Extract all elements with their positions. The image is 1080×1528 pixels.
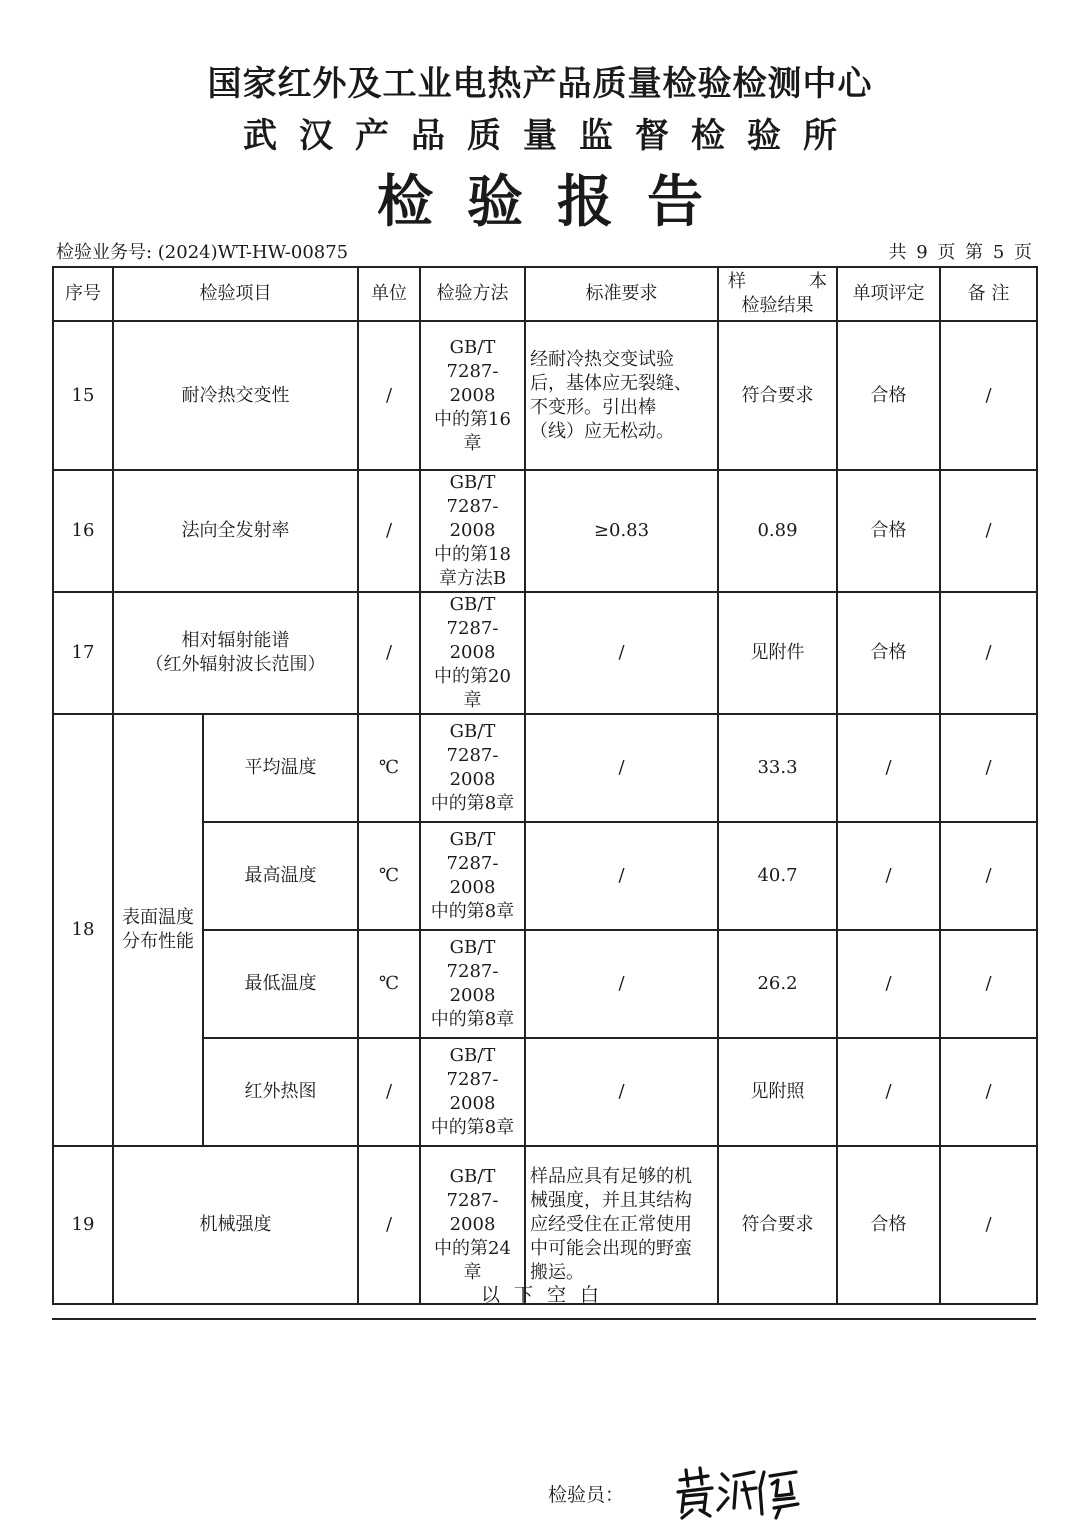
col-result — [718, 267, 837, 321]
row-method — [420, 930, 525, 1038]
inspection-table — [52, 266, 1038, 1305]
method-line: 中的第8章 — [430, 793, 515, 814]
org-title-line1: 国家红外及工业电热产品质量检验检测中心 — [207, 64, 873, 104]
row-result: 符合要求 — [718, 1146, 837, 1304]
method-line: GB/T — [449, 829, 496, 850]
col-result-top-right: 本 — [809, 271, 827, 292]
row-remark: / — [940, 822, 1037, 930]
row-result: 见附件 — [718, 592, 837, 714]
standard-line: （线）应无松动。 — [530, 420, 674, 442]
group-line: 表面温度 — [122, 907, 194, 928]
row-item: 法向全发射率 — [113, 470, 358, 592]
item-line: 相对辐射能谱 — [181, 630, 290, 651]
row-verdict: / — [837, 714, 940, 822]
table-row — [53, 714, 1037, 822]
row-unit: ℃ — [358, 930, 420, 1038]
row-item: 耐冷热交变性 — [113, 321, 358, 470]
row-seq: 16 — [53, 470, 113, 592]
row-unit: / — [358, 1038, 420, 1146]
method-line: GB/T — [449, 472, 496, 493]
row-standard: / — [525, 592, 718, 714]
row-method — [420, 714, 525, 822]
table-row — [53, 470, 1037, 592]
method-line: 章 — [463, 432, 482, 454]
method-line: 7287-2008 — [446, 961, 499, 1006]
col-item: 检验项目 — [113, 267, 358, 321]
col-standard: 标准要求 — [525, 267, 718, 321]
row-remark: / — [940, 1146, 1037, 1304]
col-verdict: 单项评定 — [837, 267, 940, 321]
col-remark: 备 注 — [940, 267, 1037, 321]
table-row — [53, 592, 1037, 714]
row-method — [420, 321, 525, 470]
col-result-top-left: 样 — [728, 271, 746, 292]
table-header-row — [53, 267, 1037, 321]
method-line: 7287-2008 — [446, 1190, 499, 1235]
method-line: 7287-2008 — [446, 360, 499, 406]
standard-line: 经耐冷热交变试验 — [530, 348, 674, 370]
row-verdict: / — [837, 930, 940, 1038]
standard-line: 械强度，并且其结构 — [530, 1190, 692, 1211]
row-group — [113, 714, 203, 1146]
row-result: 26.2 — [718, 930, 837, 1038]
row-unit: ℃ — [358, 714, 420, 822]
row-standard: ≥0.83 — [525, 470, 718, 592]
method-line: GB/T — [449, 937, 496, 958]
row-standard: / — [525, 714, 718, 822]
item-line: （红外辐射波长范围） — [145, 654, 326, 675]
method-line: GB/T — [449, 721, 496, 742]
row-verdict: 合格 — [837, 321, 940, 470]
method-line: 中的第8章 — [430, 1117, 515, 1138]
standard-line: 应经受住在正常使用 — [530, 1214, 692, 1235]
row-remark: / — [940, 930, 1037, 1038]
table-row — [53, 321, 1037, 470]
row-standard: / — [525, 930, 718, 1038]
row-remark: / — [940, 1038, 1037, 1146]
row-subitem: 红外热图 — [203, 1038, 358, 1146]
row-method — [420, 592, 525, 714]
row-item: 机械强度 — [113, 1146, 358, 1304]
row-seq: 15 — [53, 321, 113, 470]
row-remark: / — [940, 592, 1037, 714]
row-subitem: 最高温度 — [203, 822, 358, 930]
method-line: GB/T — [449, 1166, 496, 1187]
row-subitem: 平均温度 — [203, 714, 358, 822]
row-remark: / — [940, 321, 1037, 470]
row-unit: / — [358, 321, 420, 470]
method-line: 中的第24 — [434, 1238, 511, 1259]
row-method — [420, 822, 525, 930]
col-unit: 单位 — [358, 267, 420, 321]
method-line: GB/T — [449, 1045, 496, 1066]
method-line: 7287-2008 — [446, 1069, 499, 1114]
method-line: 中的第18 — [434, 544, 511, 565]
method-line: 7287-2008 — [446, 496, 499, 541]
method-line: 章 — [463, 690, 482, 711]
business-number: 检验业务号: (2024)WT-HW-00875 — [56, 242, 349, 263]
row-result: 40.7 — [718, 822, 837, 930]
method-line: GB/T — [449, 336, 496, 358]
row-remark: / — [940, 714, 1037, 822]
standard-line: 中可能会出现的野蛮 — [530, 1238, 692, 1259]
inspector-signature — [672, 1458, 802, 1520]
row-method — [420, 1038, 525, 1146]
method-line: 中的第20 — [434, 666, 511, 687]
row-seq: 17 — [53, 592, 113, 714]
document-title: 检验报告 — [377, 169, 737, 235]
standard-line: 后，基体应无裂缝、 — [530, 372, 692, 394]
col-result-bottom: 检验结果 — [741, 295, 814, 316]
row-result: 33.3 — [718, 714, 837, 822]
col-method: 检验方法 — [420, 267, 525, 321]
row-verdict: 合格 — [837, 1146, 940, 1304]
method-line: 中的第8章 — [430, 901, 515, 922]
method-line: 中的第16 — [434, 408, 511, 430]
standard-line: 样品应具有足够的机 — [530, 1166, 692, 1187]
row-result: 见附照 — [718, 1038, 837, 1146]
row-unit: / — [358, 470, 420, 592]
row-method — [420, 470, 525, 592]
inspector-label: 检验员： — [548, 1484, 625, 1506]
row-result: 0.89 — [718, 470, 837, 592]
row-verdict: 合格 — [837, 470, 940, 592]
col-seq: 序号 — [53, 267, 113, 321]
row-subitem: 最低温度 — [203, 930, 358, 1038]
row-remark: / — [940, 470, 1037, 592]
method-line: 7287-2008 — [446, 618, 499, 663]
method-line: 7287-2008 — [446, 745, 499, 790]
row-item — [113, 592, 358, 714]
row-verdict: 合格 — [837, 592, 940, 714]
row-standard: / — [525, 822, 718, 930]
method-line: 中的第8章 — [430, 1009, 515, 1030]
page-counter: 共 9 页 第 5 页 — [888, 242, 1034, 263]
standard-line: 不变形。引出棒 — [530, 396, 656, 418]
standard-line: 搬运。 — [530, 1262, 584, 1283]
blank-below-note: 以下空白 — [480, 1284, 613, 1306]
row-unit: ℃ — [358, 822, 420, 930]
col-result-top — [722, 270, 833, 294]
row-verdict: / — [837, 822, 940, 930]
method-line: 章 — [463, 1262, 482, 1283]
row-seq: 19 — [53, 1146, 113, 1304]
method-line: 7287-2008 — [446, 853, 499, 898]
row-unit: / — [358, 592, 420, 714]
row-unit: / — [358, 1146, 420, 1304]
org-title-line2: 武汉产品质量监督检验所 — [243, 116, 859, 156]
row-standard: / — [525, 1038, 718, 1146]
row-verdict: / — [837, 1038, 940, 1146]
row-result: 符合要求 — [718, 321, 837, 470]
method-line: 章方法B — [438, 568, 507, 589]
footer-divider — [52, 1318, 1036, 1320]
group-line: 分布性能 — [122, 931, 194, 952]
row-seq: 18 — [53, 714, 113, 1146]
row-standard — [525, 321, 718, 470]
method-line: GB/T — [449, 594, 496, 615]
